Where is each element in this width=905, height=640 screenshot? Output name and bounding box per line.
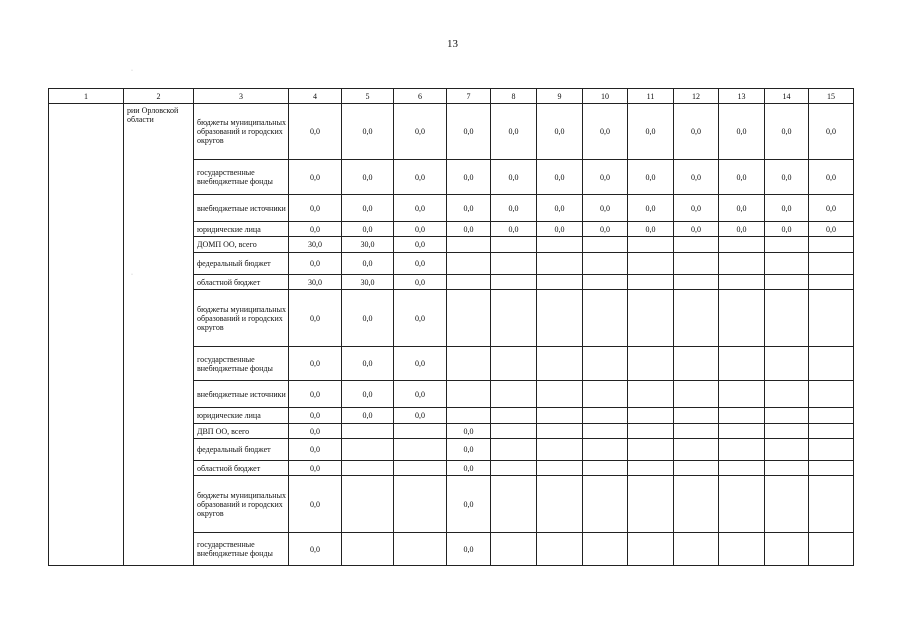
value-cell xyxy=(809,237,854,253)
value-cell xyxy=(628,533,674,566)
header-cell: 1 xyxy=(49,89,124,104)
funding-source-label: внебюджетные источники xyxy=(194,381,289,408)
value-cell: 0,0 xyxy=(289,347,342,381)
value-cell xyxy=(394,424,447,439)
value-cell xyxy=(583,381,628,408)
value-cell: 0,0 xyxy=(289,533,342,566)
value-cell xyxy=(537,408,583,424)
value-cell: 0,0 xyxy=(342,195,394,222)
value-cell xyxy=(765,461,809,476)
value-cell xyxy=(491,237,537,253)
value-cell: 0,0 xyxy=(394,408,447,424)
value-cell: 0,0 xyxy=(719,104,765,160)
value-cell xyxy=(765,253,809,275)
value-cell xyxy=(537,381,583,408)
value-cell xyxy=(628,408,674,424)
value-cell xyxy=(719,290,765,347)
value-cell: 30,0 xyxy=(342,275,394,290)
value-cell xyxy=(537,237,583,253)
value-cell xyxy=(628,275,674,290)
funding-source-label: юридические лица xyxy=(194,222,289,237)
value-cell: 0,0 xyxy=(628,222,674,237)
value-cell xyxy=(765,439,809,461)
value-cell xyxy=(537,253,583,275)
value-cell xyxy=(765,533,809,566)
value-cell xyxy=(491,290,537,347)
value-cell xyxy=(765,237,809,253)
value-cell: 0,0 xyxy=(394,290,447,347)
value-cell: 0,0 xyxy=(583,160,628,195)
header-cell: 6 xyxy=(394,89,447,104)
value-cell: 0,0 xyxy=(809,195,854,222)
value-cell xyxy=(342,461,394,476)
value-cell xyxy=(719,275,765,290)
value-cell xyxy=(447,408,491,424)
value-cell xyxy=(583,476,628,533)
value-cell xyxy=(628,476,674,533)
value-cell: 0,0 xyxy=(394,104,447,160)
value-cell xyxy=(537,533,583,566)
value-cell: 0,0 xyxy=(394,381,447,408)
value-cell xyxy=(394,461,447,476)
value-cell xyxy=(394,439,447,461)
value-cell xyxy=(674,533,719,566)
value-cell xyxy=(537,476,583,533)
value-cell xyxy=(674,253,719,275)
header-cell: 13 xyxy=(719,89,765,104)
value-cell: 0,0 xyxy=(583,222,628,237)
value-cell xyxy=(809,439,854,461)
funding-source-label: федеральный бюджет xyxy=(194,253,289,275)
funding-source-label: областной бюджет xyxy=(194,275,289,290)
value-cell xyxy=(583,253,628,275)
value-cell: 0,0 xyxy=(342,160,394,195)
value-cell xyxy=(719,533,765,566)
value-cell xyxy=(765,424,809,439)
value-cell: 0,0 xyxy=(719,195,765,222)
value-cell xyxy=(342,476,394,533)
value-cell: 0,0 xyxy=(447,533,491,566)
value-cell: 0,0 xyxy=(289,476,342,533)
value-cell: 0,0 xyxy=(447,160,491,195)
value-cell xyxy=(583,275,628,290)
value-cell xyxy=(447,275,491,290)
value-cell xyxy=(765,347,809,381)
value-cell xyxy=(491,533,537,566)
value-cell xyxy=(765,476,809,533)
value-cell xyxy=(719,347,765,381)
value-cell xyxy=(491,424,537,439)
value-cell: 0,0 xyxy=(342,290,394,347)
funding-source-label: государственные внебюджетные фонды xyxy=(194,533,289,566)
funding-source-label: бюджеты муниципальных образований и городских округов xyxy=(194,104,289,160)
value-cell: 0,0 xyxy=(289,439,342,461)
value-cell xyxy=(628,253,674,275)
value-cell xyxy=(342,533,394,566)
value-cell: 0,0 xyxy=(394,160,447,195)
value-cell xyxy=(447,237,491,253)
funding-source-label: федеральный бюджет xyxy=(194,439,289,461)
value-cell: 0,0 xyxy=(628,160,674,195)
value-cell: 0,0 xyxy=(537,195,583,222)
funding-source-label: областной бюджет xyxy=(194,461,289,476)
value-cell xyxy=(719,253,765,275)
value-cell xyxy=(491,408,537,424)
value-cell xyxy=(491,347,537,381)
value-cell: 30,0 xyxy=(342,237,394,253)
value-cell: 0,0 xyxy=(394,195,447,222)
value-cell: 0,0 xyxy=(583,104,628,160)
value-cell: 0,0 xyxy=(289,408,342,424)
value-cell: 0,0 xyxy=(491,160,537,195)
value-cell: 0,0 xyxy=(342,347,394,381)
value-cell xyxy=(537,290,583,347)
value-cell: 0,0 xyxy=(809,104,854,160)
value-cell xyxy=(537,439,583,461)
value-cell xyxy=(809,461,854,476)
funding-source-label: ДОМП ОО, всего xyxy=(194,237,289,253)
value-cell: 0,0 xyxy=(289,461,342,476)
value-cell xyxy=(628,381,674,408)
value-cell xyxy=(491,381,537,408)
value-cell xyxy=(628,439,674,461)
value-cell xyxy=(583,237,628,253)
value-cell xyxy=(809,381,854,408)
value-cell xyxy=(583,347,628,381)
value-cell: 0,0 xyxy=(447,439,491,461)
value-cell: 0,0 xyxy=(394,347,447,381)
value-cell: 0,0 xyxy=(491,222,537,237)
funding-source-label: государственные внебюджетные фонды xyxy=(194,347,289,381)
value-cell: 0,0 xyxy=(447,222,491,237)
header-cell: 14 xyxy=(765,89,809,104)
value-cell: 0,0 xyxy=(765,160,809,195)
value-cell: 0,0 xyxy=(537,104,583,160)
value-cell: 0,0 xyxy=(674,222,719,237)
value-cell: 0,0 xyxy=(394,222,447,237)
value-cell xyxy=(809,408,854,424)
value-cell xyxy=(583,461,628,476)
value-cell: 30,0 xyxy=(289,237,342,253)
value-cell xyxy=(394,533,447,566)
value-cell xyxy=(394,476,447,533)
value-cell: 0,0 xyxy=(289,290,342,347)
value-cell xyxy=(719,237,765,253)
header-cell: 7 xyxy=(447,89,491,104)
value-cell: 0,0 xyxy=(491,104,537,160)
value-cell xyxy=(447,381,491,408)
value-cell: 0,0 xyxy=(447,424,491,439)
value-cell xyxy=(491,439,537,461)
value-cell xyxy=(674,461,719,476)
value-cell: 0,0 xyxy=(809,222,854,237)
value-cell xyxy=(491,275,537,290)
value-cell xyxy=(583,533,628,566)
header-row xyxy=(49,89,854,104)
value-cell xyxy=(809,533,854,566)
header-cell: 11 xyxy=(628,89,674,104)
value-cell xyxy=(628,424,674,439)
value-cell xyxy=(765,290,809,347)
value-cell: 0,0 xyxy=(809,160,854,195)
funding-source-label: внебюджетные источники xyxy=(194,195,289,222)
value-cell: 0,0 xyxy=(447,461,491,476)
value-cell xyxy=(809,253,854,275)
funding-source-label: бюджеты муниципальных образований и городских округов xyxy=(194,290,289,347)
value-cell xyxy=(674,237,719,253)
table-row xyxy=(49,104,854,160)
value-cell xyxy=(628,290,674,347)
value-cell: 0,0 xyxy=(719,160,765,195)
value-cell: 0,0 xyxy=(289,160,342,195)
header-cell: 8 xyxy=(491,89,537,104)
value-cell xyxy=(719,408,765,424)
value-cell xyxy=(583,408,628,424)
value-cell xyxy=(719,424,765,439)
value-cell: 0,0 xyxy=(674,104,719,160)
value-cell xyxy=(342,439,394,461)
value-cell xyxy=(765,408,809,424)
value-cell: 0,0 xyxy=(342,408,394,424)
value-cell xyxy=(537,275,583,290)
value-cell: 0,0 xyxy=(491,195,537,222)
value-cell: 0,0 xyxy=(289,104,342,160)
value-cell xyxy=(674,275,719,290)
funding-source-label: бюджеты муниципальных образований и городских округов xyxy=(194,476,289,533)
header-cell: 5 xyxy=(342,89,394,104)
value-cell: 0,0 xyxy=(342,381,394,408)
value-cell: 0,0 xyxy=(447,104,491,160)
value-cell: 0,0 xyxy=(537,160,583,195)
value-cell: 0,0 xyxy=(447,195,491,222)
value-cell xyxy=(674,476,719,533)
value-cell xyxy=(447,290,491,347)
header-cell: 12 xyxy=(674,89,719,104)
value-cell xyxy=(719,439,765,461)
value-cell xyxy=(491,461,537,476)
value-cell xyxy=(674,347,719,381)
value-cell xyxy=(809,347,854,381)
header-cell: 10 xyxy=(583,89,628,104)
value-cell: 0,0 xyxy=(289,424,342,439)
value-cell xyxy=(537,461,583,476)
value-cell: 0,0 xyxy=(719,222,765,237)
value-cell xyxy=(809,424,854,439)
value-cell: 0,0 xyxy=(289,195,342,222)
header-cell: 9 xyxy=(537,89,583,104)
value-cell: 0,0 xyxy=(765,104,809,160)
budget-table xyxy=(48,88,854,566)
value-cell xyxy=(537,424,583,439)
value-cell: 0,0 xyxy=(765,222,809,237)
value-cell xyxy=(674,408,719,424)
value-cell xyxy=(674,424,719,439)
value-cell xyxy=(628,237,674,253)
value-cell: 0,0 xyxy=(289,253,342,275)
value-cell xyxy=(447,347,491,381)
value-cell xyxy=(447,253,491,275)
header-cell: 15 xyxy=(809,89,854,104)
value-cell: 0,0 xyxy=(628,195,674,222)
value-cell xyxy=(719,476,765,533)
value-cell: 0,0 xyxy=(628,104,674,160)
value-cell xyxy=(809,476,854,533)
value-cell: 0,0 xyxy=(394,253,447,275)
value-cell xyxy=(583,439,628,461)
header-cell: 4 xyxy=(289,89,342,104)
page-number: 13 xyxy=(447,38,458,50)
scan-mark: · xyxy=(131,68,133,74)
funding-source-label: ДВП ОО, всего xyxy=(194,424,289,439)
value-cell xyxy=(491,253,537,275)
value-cell: 0,0 xyxy=(394,275,447,290)
value-cell xyxy=(674,290,719,347)
value-cell: 0,0 xyxy=(674,160,719,195)
value-cell xyxy=(809,290,854,347)
value-cell xyxy=(674,439,719,461)
value-cell: 0,0 xyxy=(765,195,809,222)
value-cell: 30,0 xyxy=(289,275,342,290)
value-cell: 0,0 xyxy=(583,195,628,222)
row-number-cell xyxy=(49,104,124,566)
value-cell: 0,0 xyxy=(289,381,342,408)
value-cell xyxy=(674,381,719,408)
value-cell xyxy=(583,424,628,439)
value-cell: 0,0 xyxy=(342,222,394,237)
value-cell xyxy=(628,347,674,381)
value-cell: 0,0 xyxy=(447,476,491,533)
value-cell xyxy=(342,424,394,439)
funding-source-label: юридические лица xyxy=(194,408,289,424)
value-cell xyxy=(765,381,809,408)
value-cell xyxy=(583,290,628,347)
value-cell xyxy=(719,381,765,408)
value-cell xyxy=(628,461,674,476)
value-cell xyxy=(719,461,765,476)
value-cell xyxy=(809,275,854,290)
funding-source-label: государственные внебюджетные фонды xyxy=(194,160,289,195)
value-cell xyxy=(537,347,583,381)
header-cell: 2 xyxy=(124,89,194,104)
value-cell: 0,0 xyxy=(289,222,342,237)
value-cell: 0,0 xyxy=(342,104,394,160)
value-cell: 0,0 xyxy=(394,237,447,253)
value-cell: 0,0 xyxy=(537,222,583,237)
region-cell: рии Орловской области xyxy=(124,104,194,566)
value-cell xyxy=(491,476,537,533)
value-cell: 0,0 xyxy=(342,253,394,275)
header-cell: 3 xyxy=(194,89,289,104)
scan-mark: · xyxy=(131,272,133,278)
value-cell: 0,0 xyxy=(674,195,719,222)
value-cell xyxy=(765,275,809,290)
